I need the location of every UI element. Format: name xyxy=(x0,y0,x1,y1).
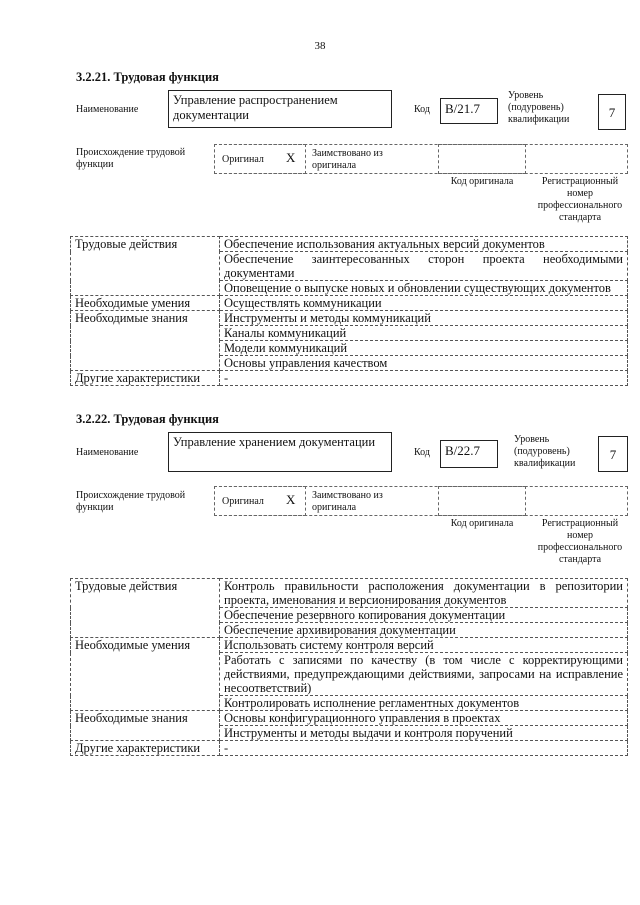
section-title: 3.2.21. Трудовая функция xyxy=(76,70,219,84)
table-row xyxy=(71,371,628,386)
requirement-cell: Обеспечение архивирования документации xyxy=(220,623,628,638)
category-cell: Необходимые знания xyxy=(71,711,220,741)
function-name-field: Управление распространением документации xyxy=(168,90,392,128)
table-row xyxy=(71,579,628,608)
table-row xyxy=(71,638,628,653)
table-row xyxy=(71,296,628,311)
function-table xyxy=(70,236,628,386)
requirement-cell: Основы управления качеством xyxy=(220,356,628,371)
name-label: Наименование xyxy=(76,447,139,458)
table-row xyxy=(71,741,628,756)
original-mark: X xyxy=(286,492,296,507)
category-cell: Другие характеристики xyxy=(71,371,220,386)
level-label: Уровень (подуровень) квалификации xyxy=(508,90,570,125)
requirement-cell: Каналы коммуникаций xyxy=(220,326,628,341)
table-row xyxy=(71,237,628,252)
reg-number-label: Регистрационный номер профессионального стандарта xyxy=(537,176,623,223)
requirement-cell: Осуществлять коммуникации xyxy=(220,296,628,311)
requirement-cell: Обеспечение заинтересованных сторон проекта необходимыми документами xyxy=(220,252,628,281)
category-cell: Трудовые действия xyxy=(71,237,220,296)
code-field: B/21.7 xyxy=(440,98,498,124)
category-cell: Необходимые умения xyxy=(71,296,220,311)
function-table xyxy=(70,578,628,756)
page-number: 38 xyxy=(314,40,326,52)
original-code-label: Код оригинала xyxy=(450,518,514,529)
original-code-label: Код оригинала xyxy=(450,176,514,187)
original-code-cell xyxy=(438,486,526,516)
section-title: 3.2.22. Трудовая функция xyxy=(76,412,219,426)
requirement-cell: Основы конфигурационного управления в проектах xyxy=(220,711,628,726)
borrowed-label: Заимствовано из оригинала xyxy=(312,148,383,171)
category-cell: Другие характеристики xyxy=(71,741,220,756)
origin-label: Происхождение трудовой функции xyxy=(76,490,186,513)
original-code-cell xyxy=(438,144,526,174)
category-cell: Необходимые знания xyxy=(71,311,220,371)
requirement-cell: Контроль правильности расположения документации в репозитории проекта, именования и версионирования документов xyxy=(220,579,628,608)
requirement-cell: - xyxy=(220,741,628,756)
category-cell: Необходимые умения xyxy=(71,638,220,711)
level-field: 7 xyxy=(598,94,626,130)
table-row xyxy=(71,711,628,726)
function-name-field: Управление хранением документации xyxy=(168,432,392,472)
category-cell: Трудовые действия xyxy=(71,579,220,638)
requirement-cell: - xyxy=(220,371,628,386)
table-row xyxy=(71,311,628,326)
requirement-cell: Инструменты и методы выдачи и контроля поручений xyxy=(220,726,628,741)
original-mark: X xyxy=(286,150,296,165)
name-label: Наименование xyxy=(76,104,139,115)
code-label: Код xyxy=(414,104,430,115)
requirement-cell: Оповещение о выпуске новых и обновлении существующих документов xyxy=(220,281,628,296)
code-field: B/22.7 xyxy=(440,440,498,468)
requirement-cell: Инструменты и методы коммуникаций xyxy=(220,311,628,326)
requirement-cell: Модели коммуникаций xyxy=(220,341,628,356)
requirement-cell: Использовать систему контроля версий xyxy=(220,638,628,653)
original-label: Оригинал xyxy=(222,496,264,507)
reg-number-label: Регистрационный номер профессионального стандарта xyxy=(537,518,623,565)
borrowed-label: Заимствовано из оригинала xyxy=(312,490,383,513)
original-label: Оригинал xyxy=(222,154,264,165)
origin-label: Происхождение трудовой функции xyxy=(76,147,186,170)
level-label: Уровень (подуровень) квалификации xyxy=(514,434,576,469)
requirement-cell: Контролировать исполнение регламентных документов xyxy=(220,696,628,711)
requirement-cell: Обеспечение резервного копирования документации xyxy=(220,608,628,623)
level-field: 7 xyxy=(598,436,628,472)
requirement-cell: Обеспечение использования актуальных версий документов xyxy=(220,237,628,252)
code-label: Код xyxy=(414,447,430,458)
requirement-cell: Работать с записями по качеству (в том числе с корректирующими действиями, предупреждающими действиями, запросами на исправление несоответствий) xyxy=(220,653,628,696)
